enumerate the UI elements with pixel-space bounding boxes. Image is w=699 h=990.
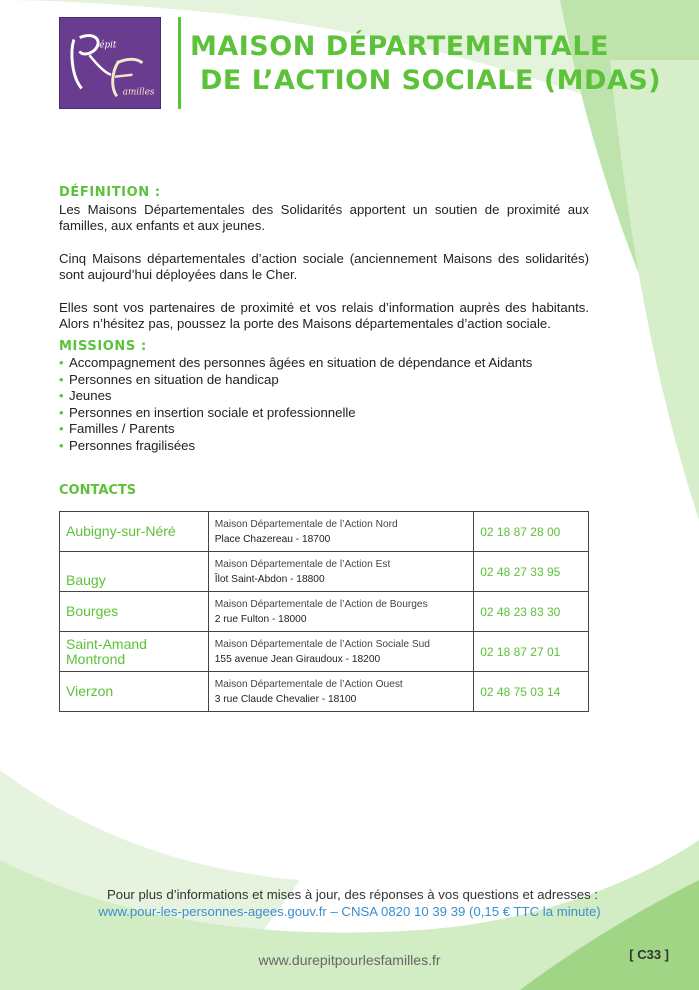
city-cell: Baugy — [60, 552, 209, 592]
city-cell: Vierzon — [60, 672, 209, 712]
office-address: 2 rue Fulton - 18000 — [214, 613, 307, 625]
office-address: 155 avenue Jean Giraudoux - 18200 — [214, 653, 381, 665]
table-row — [60, 552, 589, 592]
table-row — [60, 672, 589, 712]
phone-cell: 02 18 87 28 00 — [474, 512, 589, 552]
city-cell: Saint-Amand Montrond — [60, 632, 209, 672]
office-address: Place Chazereau - 18700 — [214, 533, 331, 545]
website-url[interactable]: www.durepitpourlesfamilles.fr — [258, 952, 441, 968]
contacts-table — [59, 511, 589, 712]
definition-paragraph-2: Cinq Maisons départementales d’action sociale (anciennement Maisons des solidarités) sont aujourd’hui déployées dans le Cher. — [59, 250, 589, 282]
footer-info — [0, 886, 699, 920]
title-divider — [178, 17, 181, 109]
office-name: Maison Départementale de l’Action Est — [214, 558, 391, 570]
repit-familles-logo — [59, 17, 161, 109]
table-row — [60, 592, 589, 632]
office-address: Îlot Saint-Abdon - 18800 — [214, 573, 325, 585]
office-name: Maison Départementale de l’Action Ouest — [214, 678, 403, 690]
definition-paragraph-1: Les Maisons Départementales des Solidarités apportent un soutien de proximité aux familles, aux enfants et aux jeunes. — [59, 201, 589, 233]
title-line-2: DE L’ACTION SOCIALE (MDAS) — [200, 65, 662, 96]
mission-item: • Personnes en situation de handicap — [59, 371, 279, 387]
phone-cell: 02 48 27 33 95 — [474, 552, 589, 592]
office-address: 3 rue Claude Chevalier - 18100 — [214, 693, 357, 705]
footer-link[interactable]: www.pour-les-personnes-agees.gouv.fr – CNSA 0820 10 39 39 (0,15 € TTC la minute) — [98, 904, 601, 919]
mission-item: • Personnes en insertion sociale et professionnelle — [59, 404, 356, 420]
footer-line-1: Pour plus d’informations et mises à jour, des réponses à vos questions et adresses : — [106, 887, 599, 902]
office-name: Maison Départementale de l’Action Nord — [214, 518, 398, 530]
page-number: [ C33 ] — [629, 947, 669, 962]
missions-heading: MISSIONS : — [59, 338, 147, 354]
main-content — [59, 185, 589, 454]
phone-cell: 02 18 87 27 01 — [474, 632, 589, 672]
missions-list — [59, 355, 589, 454]
office-name: Maison Départementale de l’Action Sociale Sud — [214, 638, 430, 650]
mission-item: • Familles / Parents — [59, 421, 175, 436]
svg-text:amilles: amilles — [122, 87, 155, 98]
contacts-heading: CONTACTS — [59, 483, 137, 498]
address-cell — [208, 592, 473, 632]
office-name: Maison Départementale de l’Action de Bourges — [214, 598, 428, 610]
definition-heading: DÉFINITION : — [59, 185, 161, 200]
city-cell: Aubigny-sur-Néré — [60, 512, 209, 552]
city-cell: Bourges — [60, 592, 209, 632]
address-cell — [208, 672, 473, 712]
address-cell — [208, 512, 473, 552]
address-cell — [208, 632, 473, 672]
title-line-1: MAISON DÉPARTEMENTALE — [190, 31, 609, 62]
mission-item: • Personnes fragilisées — [59, 437, 196, 453]
page-title — [190, 30, 661, 98]
table-row — [60, 632, 589, 672]
table-row — [60, 512, 589, 552]
phone-cell: 02 48 75 03 14 — [474, 672, 589, 712]
mission-item: • Jeunes — [59, 388, 112, 403]
definition-paragraph-3: Elles sont vos partenaires de proximité et vos relais d’information auprès des habitants. Alors n’hésitez pas, poussez la porte des Maisons départementales d’action sociale. — [59, 299, 589, 331]
address-cell — [208, 552, 473, 592]
phone-cell: 02 48 23 83 30 — [474, 592, 589, 632]
svg-text:épit: épit — [99, 40, 117, 51]
mission-item: • Accompagnement des personnes âgées en situation de dépendance et Aidants — [59, 355, 533, 370]
